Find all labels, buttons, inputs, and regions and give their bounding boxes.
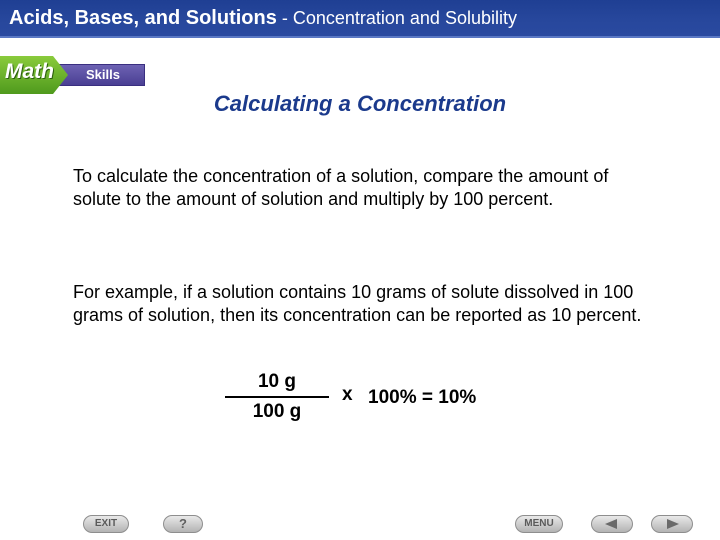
- help-button[interactable]: ?: [163, 515, 203, 533]
- concentration-formula: [225, 370, 515, 430]
- formula-denominator: 100 g: [252, 401, 302, 422]
- paragraph-example: For example, if a solution contains 10 grams of solute dissolved in 100 grams of solution, then its concentration can be reported as 10 percent.: [73, 282, 642, 325]
- formula-numerator: 10 g: [257, 371, 297, 392]
- arrow-right-icon: [667, 519, 679, 529]
- header-subtitle: - Concentration and Solubility: [276, 8, 517, 28]
- header-divider: [0, 36, 720, 38]
- header-title: Acids, Bases, and Solutions: [9, 7, 277, 29]
- skills-label: Skills: [86, 67, 120, 82]
- slide-title: Calculating a Concentration: [213, 91, 507, 116]
- fraction-bar: [225, 396, 329, 398]
- header-bar: [0, 0, 720, 36]
- menu-button[interactable]: MENU: [515, 515, 563, 533]
- math-skills-badge: [0, 54, 146, 96]
- arrow-left-icon: [605, 519, 617, 529]
- paragraph-definition: To calculate the concentration of a solution, compare the amount of solute to the amount of solution and multiply by 100 percent.: [73, 166, 609, 209]
- next-button[interactable]: [651, 515, 693, 533]
- math-label: Math: [5, 60, 54, 83]
- exit-button[interactable]: EXIT: [83, 515, 129, 533]
- formula-result: 100% = 10%: [368, 387, 477, 408]
- formula-operator: x: [342, 384, 353, 405]
- back-button[interactable]: [591, 515, 633, 533]
